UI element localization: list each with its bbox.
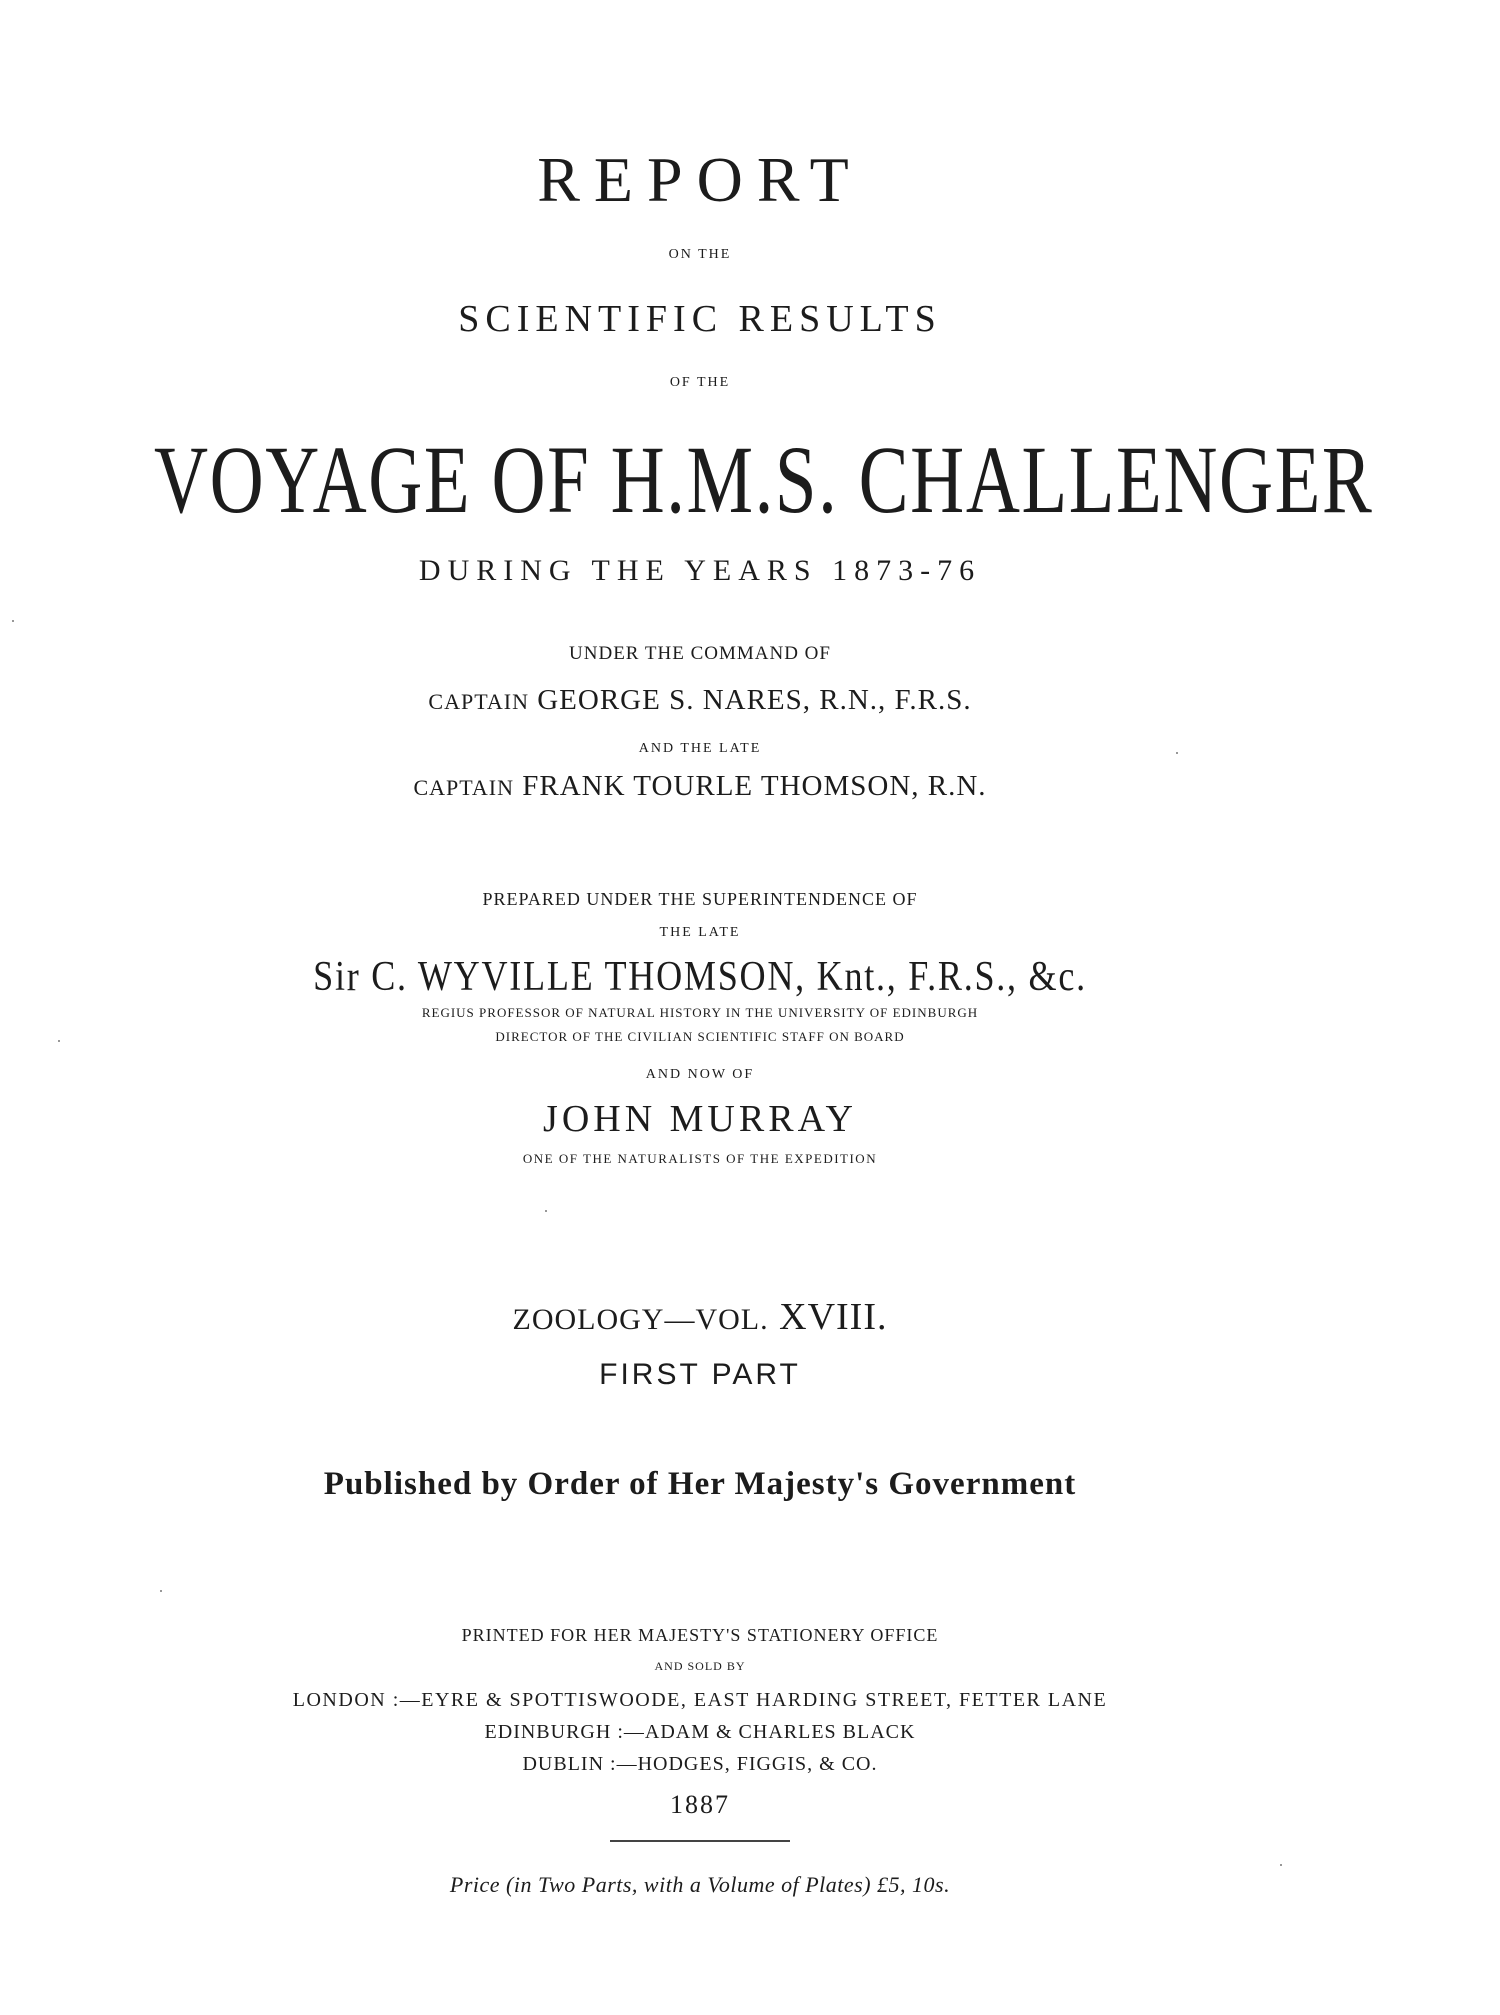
of-the-text: OF THE <box>669 375 731 390</box>
and-now-of-text: AND NOW OF <box>645 1067 755 1082</box>
and-the-late-text: AND THE LATE <box>638 741 762 756</box>
scan-speck <box>1176 752 1178 754</box>
london-publisher: LONDON :—EYRE & SPOTTISWOODE, EAST HARDING STREET, FETTER LANE <box>292 1689 1108 1711</box>
scan-speck <box>1280 1864 1282 1866</box>
sold-by-text: AND SOLD BY <box>654 1659 746 1673</box>
first-part: FIRST PART <box>599 1358 801 1391</box>
scan-speck <box>545 1210 547 1212</box>
printed-for-text: PRINTED FOR HER MAJESTY'S STATIONERY OFFICE <box>461 1625 939 1645</box>
voyage-title: VOYAGE OF H.M.S. CHALLENGER <box>154 426 1374 533</box>
the-late-text: THE LATE <box>659 925 741 940</box>
captain-thomson <box>0 772 1400 801</box>
price-text: Price (in Two Parts, with a Volume of Plates) £5, 10s. <box>449 1872 951 1897</box>
scan-speck <box>58 1040 60 1042</box>
dublin-publisher: DUBLIN :—HODGES, FIGGIS, & CO. <box>522 1753 878 1775</box>
director-text: DIRECTOR OF THE CIVILIAN SCIENTIFIC STAFF ON BOARD <box>495 1029 905 1044</box>
scientific-results-heading: SCIENTIFIC RESULTS <box>458 298 942 340</box>
captain-title: CAPTAIN <box>413 775 515 800</box>
report-heading: REPORT <box>537 144 863 215</box>
prepared-text: PREPARED UNDER THE SUPERINTENDENCE OF <box>482 889 918 909</box>
scan-speck <box>12 620 14 622</box>
captain-thomson-name: FRANK TOURLE THOMSON, R.N. <box>522 770 987 802</box>
john-murray-name: JOHN MURRAY <box>543 1098 857 1140</box>
captain-title: CAPTAIN <box>428 689 529 714</box>
wyville-thomson-name: Sir C. WYVILLE THOMSON, Knt., F.R.S., &c. <box>313 954 1087 1000</box>
edinburgh-publisher: EDINBURGH :—ADAM & CHARLES BLACK <box>484 1721 916 1743</box>
under-command-text: UNDER THE COMMAND OF <box>569 643 831 664</box>
zoology-prefix: ZOOLOGY—VOL. <box>512 1303 769 1336</box>
during-years: DURING THE YEARS 1873-76 <box>418 554 982 587</box>
on-the-text: ON THE <box>668 247 732 262</box>
captain-nares <box>0 686 1400 715</box>
zoology-volume-number: XVIII. <box>779 1296 888 1338</box>
regius-professor-text: REGIUS PROFESSOR OF NATURAL HISTORY IN THE UNIVERSITY OF EDINBURGH <box>421 1005 979 1020</box>
divider-rule <box>610 1840 790 1842</box>
scan-speck <box>160 1590 162 1592</box>
zoology-volume <box>0 1298 1400 1336</box>
published-by-order: Published by Order of Her Majesty's Government <box>323 1466 1077 1502</box>
naturalists-text: ONE OF THE NATURALISTS OF THE EXPEDITION <box>522 1151 878 1166</box>
publication-year: 1887 <box>670 1790 730 1819</box>
captain-nares-name: GEORGE S. NARES, R.N., F.R.S. <box>537 684 972 716</box>
